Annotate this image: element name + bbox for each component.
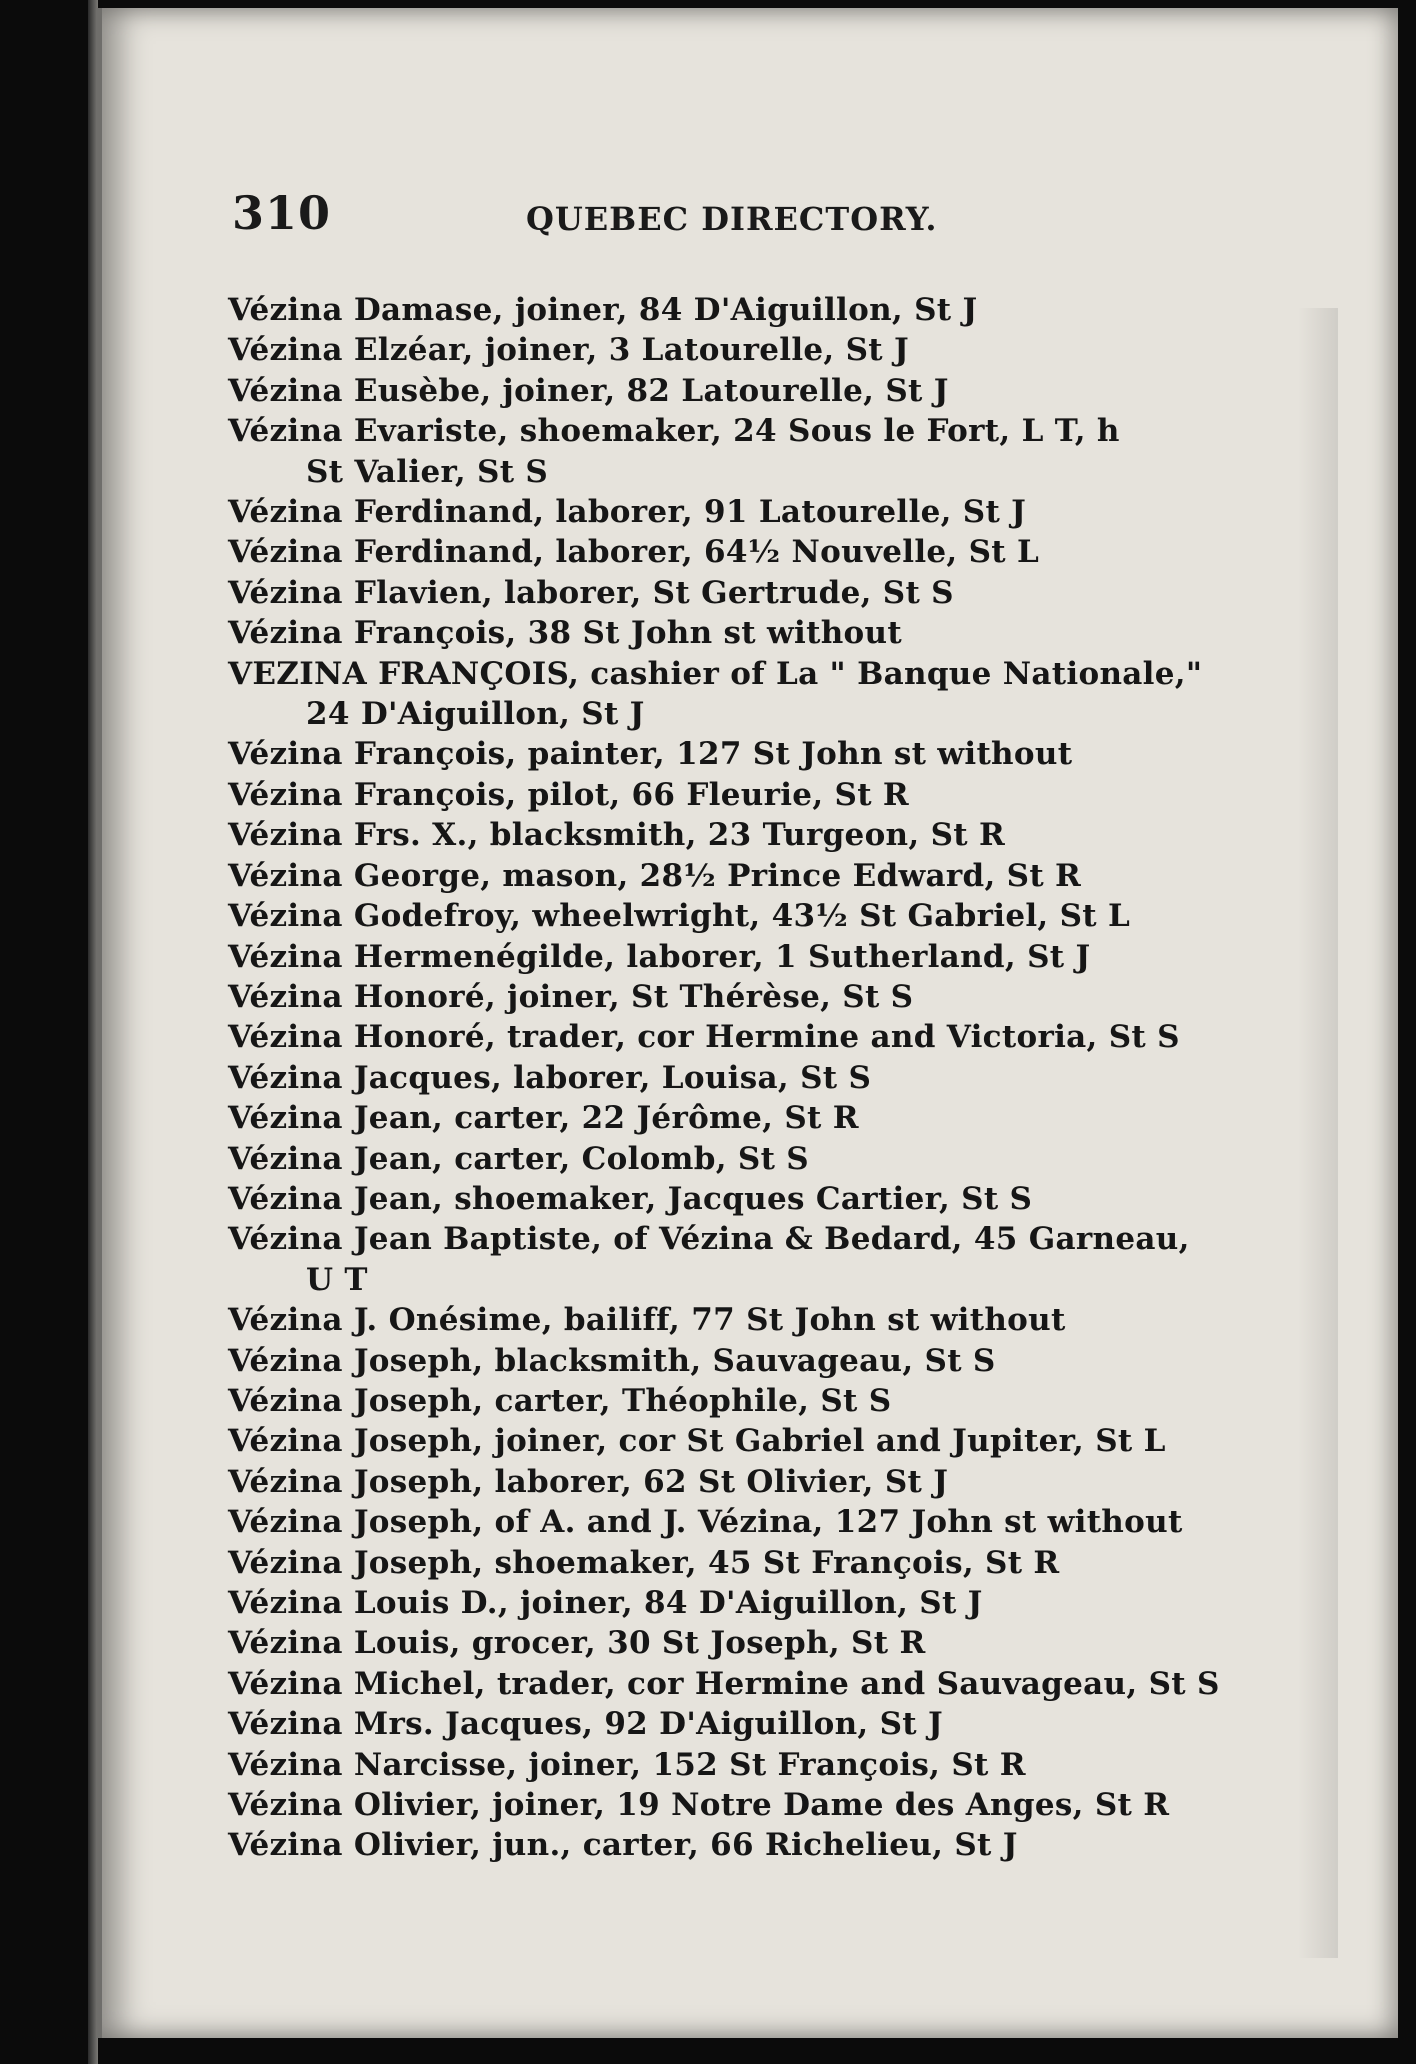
directory-entry [228, 815, 1228, 855]
directory-entry [228, 1745, 1228, 1785]
entry-text: Vézina François, pilot, 66 Fleurie, St R [228, 776, 909, 813]
directory-entry [228, 1381, 1228, 1421]
directory-entry [228, 1785, 1228, 1825]
directory-entry [228, 411, 1228, 492]
entry-text: VEZINA FRANÇOIS, cashier of La " Banque Nationale," [228, 655, 1203, 692]
directory-entry [228, 1583, 1228, 1623]
entry-text: Vézina Joseph, carter, Théophile, St S [228, 1382, 892, 1419]
entry-text: Vézina Honoré, trader, cor Hermine and Victoria, St S [228, 1019, 1180, 1056]
entry-text: Vézina Damase, joiner, 84 D'Aiguillon, St J [228, 292, 978, 328]
entry-continuation: U T [306, 1261, 368, 1298]
entry-text: Vézina Narcisse, joiner, 152 St François, St R [228, 1746, 1026, 1783]
entry-text: Vézina Frs. X., blacksmith, 23 Turgeon, St R [228, 817, 1006, 854]
directory-entry [228, 1219, 1228, 1300]
directory-entry [228, 1543, 1228, 1583]
directory-entry [228, 775, 1228, 815]
directory-entry [228, 371, 1228, 411]
directory-entry [228, 290, 1228, 330]
entry-text: Vézina Michel, trader, cor Hermine and Sauvageau, St S [228, 1665, 1220, 1702]
page-header [232, 186, 1192, 246]
directory-entries [228, 290, 1228, 1866]
entry-text: Vézina George, mason, 28½ Prince Edward, St R [228, 857, 1082, 894]
entry-text: Vézina Joseph, shoemaker, 45 St François, St R [228, 1544, 1060, 1581]
directory-entry [228, 1300, 1228, 1340]
directory-entry [228, 654, 1228, 735]
directory-entry [228, 573, 1228, 613]
directory-entry [228, 613, 1228, 653]
directory-entry [228, 977, 1228, 1017]
directory-entry [228, 937, 1228, 977]
entry-text: Vézina Jean Baptiste, of Vézina & Bedard, 45 Garneau, [228, 1221, 1190, 1258]
directory-entry [228, 532, 1228, 572]
page-number: 310 [232, 186, 332, 240]
entry-text: Vézina Jean, carter, Colomb, St S [228, 1140, 809, 1177]
entry-text: Vézina Godefroy, wheelwright, 43½ St Gabriel, St L [228, 898, 1131, 935]
entry-text: Vézina Hermenégilde, laborer, 1 Sutherland, St J [228, 938, 1091, 975]
entry-text: Vézina Ferdinand, laborer, 64½ Nouvelle, St L [228, 534, 1040, 571]
directory-entry [228, 1098, 1228, 1138]
directory-entry [228, 330, 1228, 370]
entry-continuation: St Valier, St S [306, 453, 549, 490]
entry-text: Vézina Elzéar, joiner, 3 Latourelle, St J [228, 332, 909, 369]
entry-text: Vézina Evariste, shoemaker, 24 Sous le Fort, L T, h [228, 413, 1120, 450]
entry-text: Vézina Jean, shoemaker, Jacques Cartier, St S [228, 1180, 1033, 1217]
directory-entry [228, 1421, 1228, 1461]
entry-text: Vézina François, 38 St John st without [228, 615, 902, 652]
running-head: QUEBEC DIRECTORY. [526, 200, 938, 238]
directory-entry [228, 856, 1228, 896]
directory-entry [228, 1664, 1228, 1704]
entry-text: Vézina Jean, carter, 22 Jérôme, St R [228, 1100, 859, 1137]
directory-entry [228, 1139, 1228, 1179]
entry-text: Vézina Joseph, blacksmith, Sauvageau, St S [228, 1342, 996, 1379]
directory-entry [228, 1623, 1228, 1663]
entry-continuation: 24 D'Aiguillon, St J [306, 696, 645, 733]
directory-entry [228, 1462, 1228, 1502]
entry-text: Vézina Jacques, laborer, Louisa, St S [228, 1059, 872, 1096]
entry-text: Vézina Joseph, laborer, 62 St Olivier, St J [228, 1463, 949, 1500]
entry-text: Vézina Louis D., joiner, 84 D'Aiguillon, St J [228, 1585, 983, 1621]
directory-entry [228, 734, 1228, 774]
entry-text: Vézina Olivier, joiner, 19 Notre Dame des Anges, St R [228, 1787, 1170, 1824]
entry-text: Vézina Louis, grocer, 30 St Joseph, St R [228, 1625, 926, 1662]
entry-text: Vézina Flavien, laborer, St Gertrude, St S [228, 574, 954, 611]
directory-entry [228, 1502, 1228, 1542]
directory-entry [228, 1058, 1228, 1098]
directory-entry [228, 1704, 1228, 1744]
entry-text: Vézina Ferdinand, laborer, 91 Latourelle, St J [228, 494, 1027, 531]
entry-text: Vézina Mrs. Jacques, 92 D'Aiguillon, St J [228, 1706, 943, 1743]
entry-text: Vézina Joseph, joiner, cor St Gabriel and Jupiter, St L [228, 1423, 1166, 1460]
entry-text: Vézina J. Onésime, bailiff, 77 St John st without [228, 1302, 1066, 1339]
entry-text: Vézina Olivier, jun., carter, 66 Richelieu, St J [228, 1827, 1018, 1864]
directory-entry [228, 896, 1228, 936]
entry-text: Vézina Honoré, joiner, St Thérèse, St S [228, 978, 914, 1015]
directory-entry [228, 1017, 1228, 1057]
entry-text: Vézina Joseph, of A. and J. Vézina, 127 John st without [228, 1504, 1183, 1541]
directory-entry [228, 1825, 1228, 1865]
entry-text: Vézina François, painter, 127 St John st without [228, 736, 1073, 773]
directory-entry [228, 1341, 1228, 1381]
show-through-shadow [1298, 308, 1338, 1958]
directory-entry [228, 1179, 1228, 1219]
directory-entry [228, 492, 1228, 532]
entry-text: Vézina Eusèbe, joiner, 82 Latourelle, St J [228, 372, 949, 409]
